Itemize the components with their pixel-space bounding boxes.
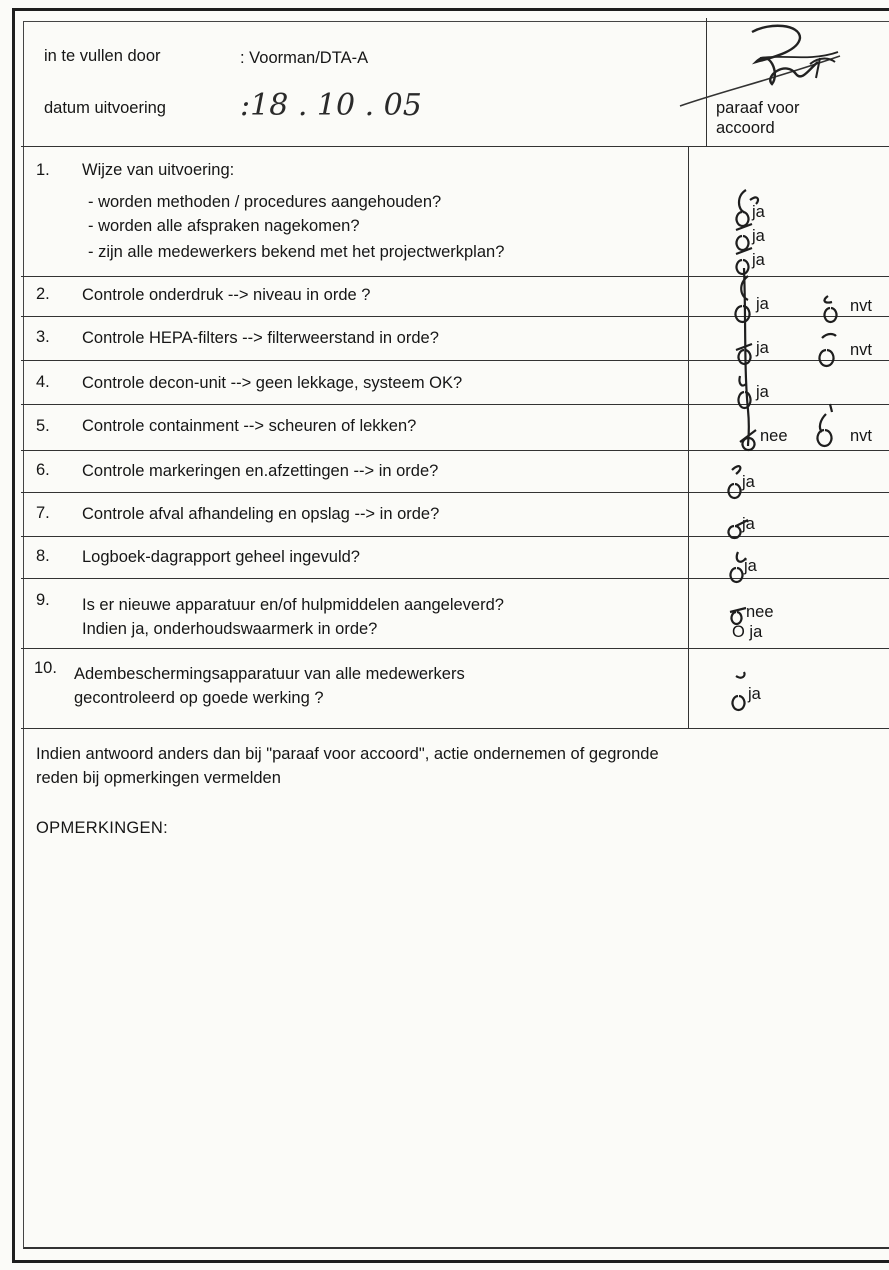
check-mark: [818, 404, 833, 446]
check-mark: [729, 466, 741, 498]
answer-option: nvt: [850, 341, 873, 359]
question-number: 9.: [36, 591, 50, 609]
question-number: 8.: [36, 547, 50, 565]
question-number: 1.: [36, 161, 50, 179]
remarks-label: OPMERKINGEN:: [36, 819, 168, 837]
question-text: Adembeschermingsapparatuur van alle medewerkers: [74, 665, 465, 683]
question-text: Controle HEPA-filters --> filterweerstand in orde?: [82, 329, 439, 347]
footer-note-2: reden bij opmerkingen vermelden: [36, 769, 281, 787]
question-sub: - worden alle afspraken nagekomen?: [88, 217, 360, 235]
answer-option: ja: [756, 295, 769, 313]
question-text-2: Indien ja, onderhoudswaarmerk in orde?: [82, 620, 378, 638]
question-sub: - worden methoden / procedures aangehouden?: [88, 193, 442, 211]
date-label: datum uitvoering: [44, 99, 166, 117]
filled-by-label: in te vullen door: [44, 47, 161, 65]
approval-label-2: accoord: [716, 119, 775, 137]
check-mark: [736, 276, 750, 322]
question-number: 2.: [36, 285, 50, 303]
check-stroke: [744, 268, 749, 446]
question-number: 7.: [36, 504, 50, 522]
answer-option: ja: [748, 685, 761, 703]
check-mark: [820, 334, 837, 366]
answer-option: ja: [752, 203, 765, 221]
question-text: Logboek-dagrapport geheel ingevuld?: [82, 548, 360, 566]
answer-option: ja: [752, 251, 765, 269]
question-text: Controle containment --> scheuren of lekken?: [82, 417, 417, 435]
footer-note: Indien antwoord anders dan bij "paraaf voor accoord", actie ondernemen of gegronde: [36, 745, 659, 763]
answer-option: nvt: [850, 427, 873, 445]
answer-option: ja: [756, 383, 769, 401]
check-mark: [737, 190, 759, 226]
question-number: 4.: [36, 373, 50, 391]
answer-option: ja: [756, 339, 769, 357]
answer-option: nee: [760, 427, 788, 445]
check-mark: [730, 608, 746, 624]
check-mark: [731, 552, 747, 582]
question-text: Controle onderdruk --> niveau in orde ?: [82, 286, 371, 304]
check-mark: [736, 344, 752, 364]
answer-option: nee: [746, 603, 774, 621]
question-text: Controle afval afhandeling en opslag --> in orde?: [82, 505, 440, 523]
question-text: Wijze van uitvoering:: [82, 161, 235, 179]
answer-option: ja: [744, 557, 757, 575]
answer-option: ja: [742, 473, 755, 491]
question-number: 5.: [36, 417, 50, 435]
question-sub: - zijn alle medewerkers bekend met het projectwerkplan?: [88, 243, 505, 261]
check-mark: [824, 296, 836, 322]
check-mark: [729, 520, 749, 538]
question-number: 3.: [36, 328, 50, 346]
question-text: Is er nieuwe apparatuur en/of hulpmiddelen aangeleverd?: [82, 596, 504, 614]
filled-by-value: : Voorman/DTA-A: [240, 49, 369, 67]
check-mark: [739, 376, 751, 408]
question-text: Controle markeringen en.afzettingen --> in orde?: [82, 462, 439, 480]
date-value: :18 . 10 . 05: [240, 88, 422, 123]
question-number: 10.: [34, 659, 57, 677]
question-number: 6.: [36, 461, 50, 479]
answer-option: ja: [742, 515, 755, 533]
check-mark: [736, 224, 752, 250]
answer-option: ja: [752, 227, 765, 245]
check-mark: [733, 672, 745, 710]
question-text: Controle decon-unit --> geen lekkage, systeem OK?: [82, 374, 463, 392]
question-text-2: gecontroleerd op goede werking ?: [74, 689, 324, 707]
answer-option: O ja: [732, 623, 763, 641]
answer-option: nvt: [850, 297, 873, 315]
approval-label: paraaf voor: [716, 99, 800, 117]
